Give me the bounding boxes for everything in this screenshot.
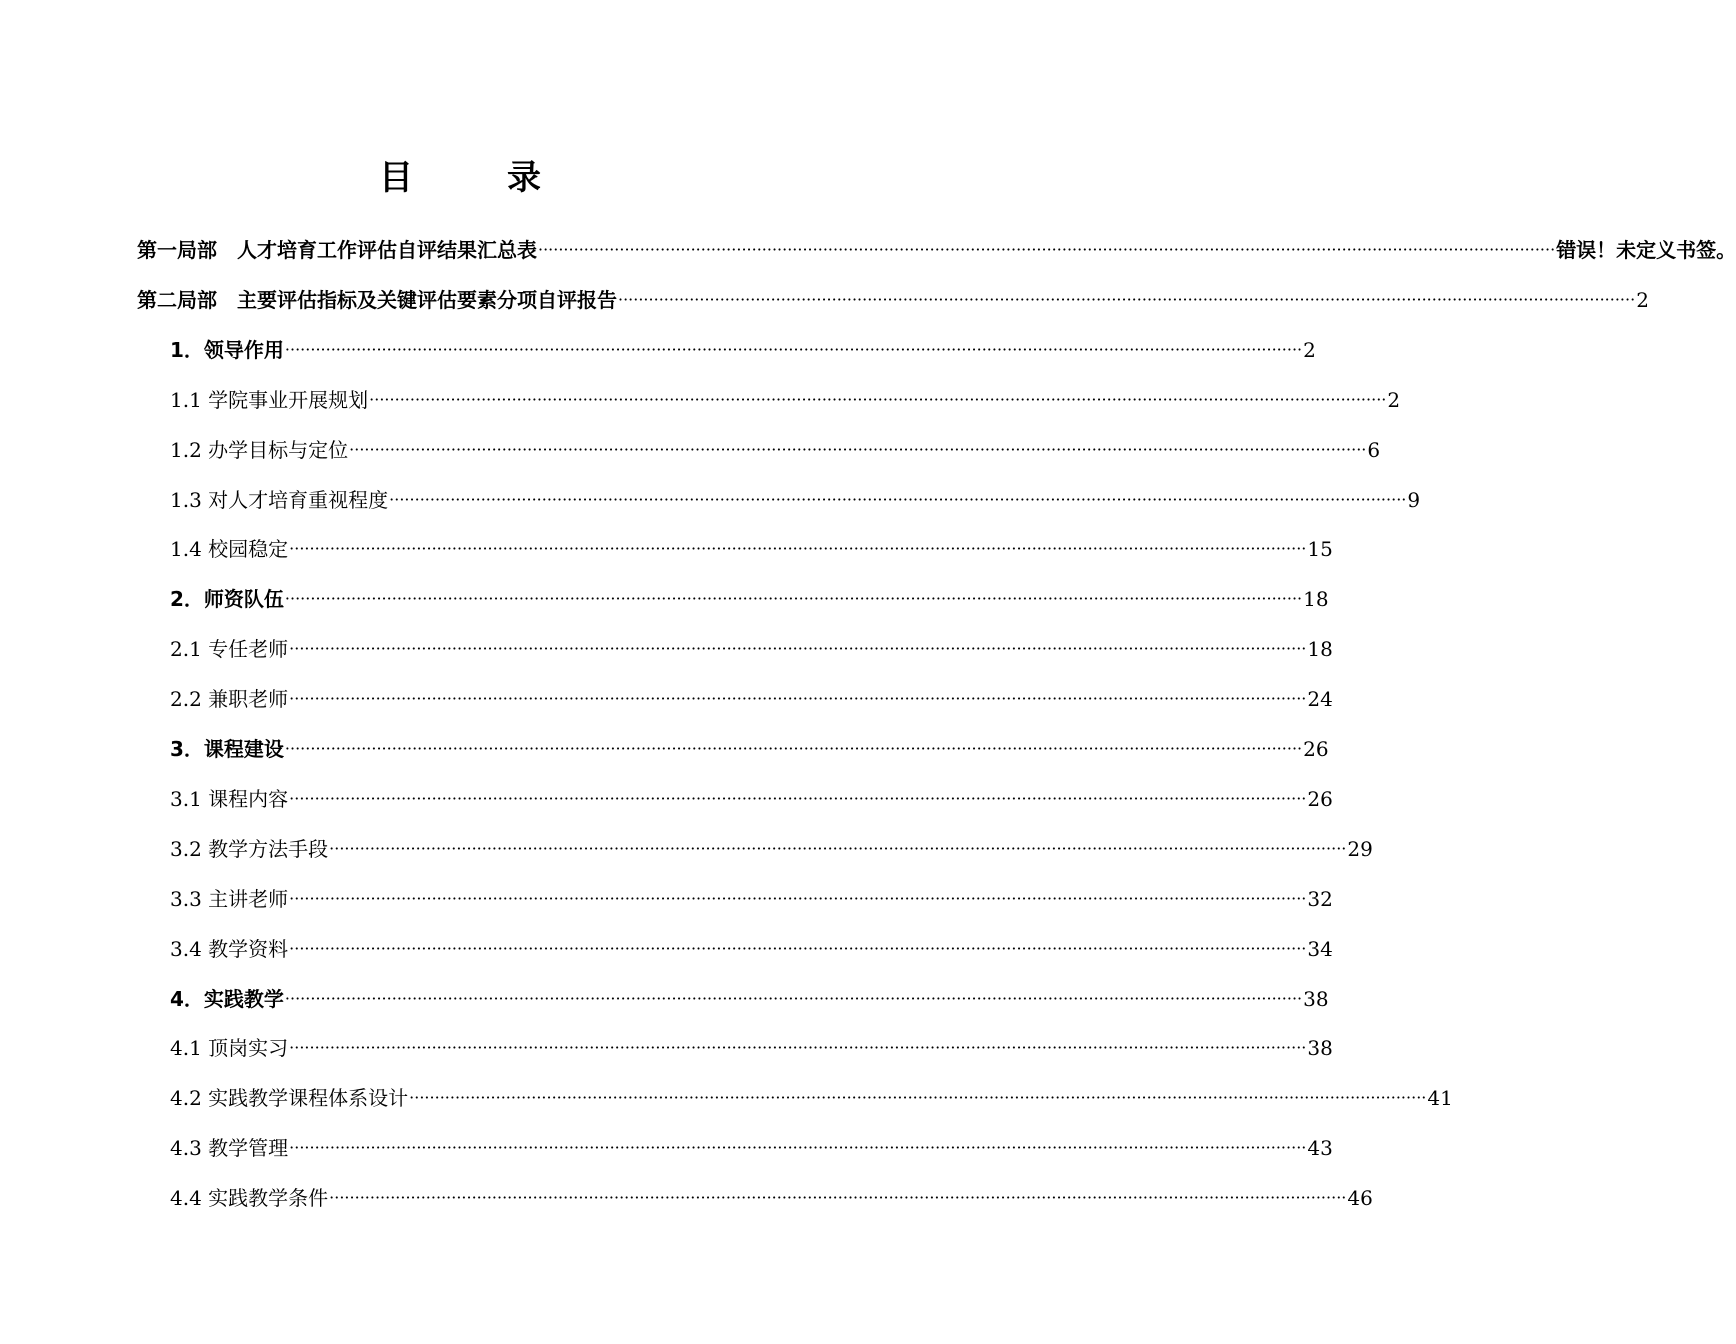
toc-entry-label: 3.1 课程内容 [170, 786, 289, 811]
toc-page-number: 6 [1367, 437, 1381, 462]
toc-entry-label: 4．实践教学 [170, 986, 284, 1011]
toc-part-entry[interactable] [137, 225, 1736, 275]
toc-entry-label: 3.3 主讲老师 [170, 886, 289, 911]
toc-entry-label: 1.4 校园稳定 [170, 537, 289, 562]
toc-page-number: 41 [1427, 1086, 1453, 1111]
toc-entry-label: 2.2 兼职老师 [170, 687, 289, 712]
toc-dot-leader: ········································································································································································································ [284, 589, 1303, 609]
toc-page-number: 错误！未定义书签。 [1556, 238, 1736, 262]
toc-page-number: 24 [1307, 687, 1333, 712]
toc-subsection-entry[interactable] [170, 524, 1333, 574]
toc-dot-leader: ········································································································································································································ [538, 240, 1556, 259]
toc-section-entry[interactable] [170, 325, 1316, 375]
toc-subsection-entry[interactable] [170, 624, 1333, 674]
toc-dot-leader: ········································································································································································································ [289, 689, 1307, 709]
toc-page-number: 38 [1303, 986, 1329, 1011]
toc-part-entry[interactable] [137, 275, 1649, 325]
toc-dot-leader: ········································································································································································································ [284, 339, 1303, 359]
toc-dot-leader: ········································································································································································································ [289, 938, 1307, 958]
toc-section-entry[interactable] [170, 574, 1329, 624]
toc-dot-leader: ········································································································································································································ [289, 639, 1307, 659]
toc-dot-leader: ········································································································································································································ [618, 289, 1636, 309]
toc-entry-label: 1.2 办学目标与定位 [170, 437, 349, 462]
toc-dot-leader: ········································································································································································································ [369, 389, 1387, 409]
toc-dot-leader: ········································································································································································································ [289, 1138, 1307, 1158]
toc-entry-label: 2.1 专任老师 [170, 637, 289, 662]
toc-subsection-entry[interactable] [170, 674, 1333, 724]
toc-entry-label: 1．领导作用 [170, 337, 284, 362]
toc-page-number: 15 [1307, 537, 1333, 562]
toc-dot-leader: ········································································································································································································ [329, 838, 1347, 858]
toc-subsection-entry[interactable] [170, 1123, 1333, 1173]
toc-entry-label: 1.3 对人才培育重视程度 [170, 487, 389, 512]
toc-dot-leader: ········································································································································································································ [409, 1088, 1427, 1108]
toc-subsection-entry[interactable] [170, 874, 1333, 924]
toc-entry-label: 3．课程建设 [170, 737, 284, 761]
toc-section-entry[interactable] [170, 974, 1329, 1024]
toc-dot-leader: ········································································································································································································ [389, 489, 1407, 509]
toc-entry-label: 第二局部 主要评估指标及关键评估要素分项自评报告 [137, 287, 617, 312]
toc-dot-leader: ········································································································································································································ [284, 739, 1303, 758]
toc-entry-label: 4.4 实践教学条件 [170, 1186, 329, 1211]
toc-page-number: 43 [1307, 1136, 1333, 1161]
toc-subsection-entry[interactable] [170, 1073, 1453, 1123]
toc-page-number: 2 [1303, 337, 1316, 362]
toc-page-number: 18 [1303, 587, 1329, 612]
toc-subsection-entry[interactable] [170, 1023, 1333, 1073]
toc-subsection-entry[interactable] [170, 375, 1401, 425]
toc-page-number: 32 [1307, 886, 1333, 911]
toc-subsection-entry[interactable] [170, 924, 1333, 974]
toc-dot-leader: ········································································································································································································ [289, 788, 1307, 808]
toc-page-number: 18 [1307, 637, 1333, 662]
toc-subsection-entry[interactable] [170, 824, 1373, 874]
toc-dot-leader: ········································································································································································································ [289, 539, 1307, 559]
toc-page-number: 34 [1307, 936, 1333, 961]
toc-subsection-entry[interactable] [170, 475, 1421, 525]
toc-section-entry[interactable] [170, 724, 1329, 774]
toc-page-number: 46 [1347, 1186, 1373, 1211]
toc-subsection-entry[interactable] [170, 774, 1333, 824]
toc-entry-label: 2．师资队伍 [170, 587, 284, 612]
toc-page-number: 38 [1307, 1036, 1333, 1061]
toc-dot-leader: ········································································································································································································ [289, 1038, 1307, 1058]
toc-entry-label: 4.1 顶岗实习 [170, 1036, 289, 1061]
toc-subsection-entry[interactable] [170, 1173, 1373, 1223]
toc-title: 目 录 [379, 158, 571, 198]
toc-entry-label: 第一局部 人才培育工作评估自评结果汇总表 [137, 238, 537, 262]
toc-page-number: 9 [1407, 487, 1421, 512]
toc-entry-label: 3.2 教学方法手段 [170, 836, 329, 861]
toc-dot-leader: ········································································································································································································ [329, 1188, 1347, 1208]
toc-entry-label: 3.4 教学资料 [170, 936, 289, 961]
toc-page-number: 29 [1347, 836, 1373, 861]
toc-page-number: 2 [1636, 287, 1649, 312]
toc-dot-leader: ········································································································································································································ [289, 888, 1307, 908]
toc-page-number: 26 [1307, 786, 1333, 811]
toc-entry-label: 4.2 实践教学课程体系设计 [170, 1086, 409, 1111]
toc-dot-leader: ········································································································································································································ [349, 439, 1367, 459]
toc-subsection-entry[interactable] [170, 425, 1381, 475]
toc-page-number: 2 [1387, 387, 1401, 412]
toc-entry-label: 4.3 教学管理 [170, 1136, 289, 1161]
toc-entry-label: 1.1 学院事业开展规划 [170, 387, 369, 412]
toc-dot-leader: ········································································································································································································ [284, 988, 1303, 1008]
toc-page-number: 26 [1303, 737, 1329, 761]
